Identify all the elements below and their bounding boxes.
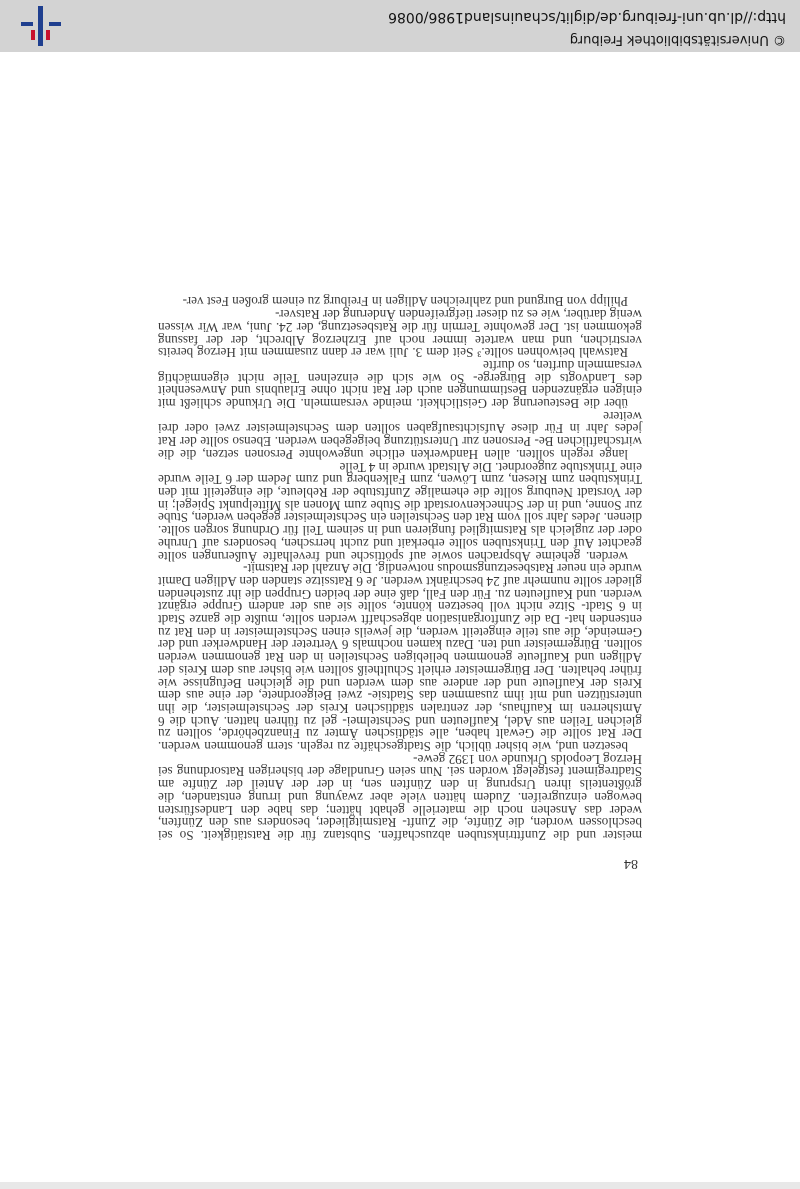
paragraph: meister und die Zunfttrinkstuben abzuschaffen. Substanz für die Ratstätigkeit. So sei beschlossen worden, die Zünfte, die Zunft- Ratsmitglieder, besonders aus den Zünften, weder das Ansehen noch die materielle gehabt hätten; das habe den Landesfürsten bewogen einzugreifen. Zudem hätten viele aber zwayung und irrung entstanden, die größtenteils ihren Ursprung in den Zünften sen, in der der Anteil der Zünfte am Stadtregiment festgelegt worden sei. Nun seien Grundlage der bisherigen Ratsordnung sei Herzog Leopolds Urkunde von 1392 gewe- <box>158 751 642 843</box>
paragraph: über die Besteuerung der Geistlichkeit. meinde versammeln. Die Urkunde schließt mit einigen ergänzenden Bestimmungen auch der Rat nicht ohne Erlaubnis und Anwesenheit des Landvogts die Bürgerge- So wie sich die einzelnen Teile nicht eigenmächtig versammeln durften, so durfte <box>158 357 642 412</box>
paragraph: Ratswahl beiwohnen sollte.³ Seit dem 3. Juli war er dann zusammen mit Herzog bereits verstrichen, und man wartete immer noch auf Erzherzog Albrecht, der der fassung gekommen ist. Der gewohnte Termin für die Ratsbesetzung, der 24. Juni, war Wir wissen wenig darüber, wie es zu dieser tiefgreifenden Änderung der Ratsver- <box>158 307 642 361</box>
paragraph: Philipp von Burgund und zahlreichen Adligen in Freiburg zu einem großen Fest ver- <box>182 294 628 310</box>
paragraph: besetzen und, wie bisher üblich, die Stadtgeschäfte zu regeln. stern genommen werden. Der Rat sollte die Gewalt haben, alle städtischen Ämter zu Finanzbehörde, sollten zu gleichen Teilen aus Adel, Kaufleuten und Sechstelmei- gel zu führen hatten. Auch die 6 Amtsherren im Kaufhaus, der zentralen städtischen Kreis der Sechstelmeister, die ihn unterstützen und mit ihm zusammen das Stadtsie- zwei Beigeordnete, der eine aus dem Kreis der Kaufleute und der andere aus dem werden und die gleichen Befugnisse wie früher behalten. Der Bürgermeister erhielt Schultheiß sollten wie bisher aus dem Kreis der Adligen und Kaufleute genommen beliebigen Sechsteilen in den Rat genommen werden sollten. Bürgermeister und ten. Dazu kamen nochmals 6 Vertreter der Handwerker und der Gemeinde, die aus teile eingeteilt werden, die jeweils einen Sechstelmeister in den Rat zu entsenden hat- Da die Zunftorganisation abgeschafft werden sollte, mußte die ganze Stadt in 6 Stadt- Sitze nicht voll besetzen könnte, sollte sie aus der andern Gruppe ergänzt werden. und Kaufleuten zu. Für den Fall, daß eine der beiden Gruppen die ihr zustehenden glieder sollte nunmehr auf 24 beschränkt werden. Je 6 Ratssitze standen den Adligen Damit wurde ein neuer Ratsbesetzungsmodus notwendig. Die Anzahl der Ratsmit- <box>158 561 642 755</box>
copyright-notice: © Universitätsbibliothek Freiburg <box>569 32 786 47</box>
library-footer-bar <box>0 0 800 52</box>
ub-freiburg-logo-icon <box>18 4 64 48</box>
page-number: 84 <box>624 856 638 871</box>
paragraph: lange regeln sollten. allen Handwerken etliche ungewohnte Personen setzen, die die wirtschaftlichen Be- Personen zur Unterstützung beigegeben werden. Ebenso sollte der Rat jedes Jahr in Für diese Aufsichtsaufgaben sollten dem Sechstelmeister zwei oder drei weitere <box>158 408 642 462</box>
paragraph: werden. geheime Absprachen sowie auf spöttische und frevelhafte Äußerungen sollte geachtet Auf den Trinkstuben sollte erberkait und zucht herrschen, besonders auf Unruhe oder der zugleich als Ratsmitglied fungieren und in seinem Teil für Ordnung sorgen sollte. dienen. Jedes Jahr soll vom Rat den Sechsteilen ein Sechstelmeister gegeben werden, Stube zur Sonne, und in der Schneckenvorstadt die Stube zum Monen als Mittelpunkt Spiegel; in der Vorstadt Neuburg sollte die ehemalige Zunftstube der Rebleute, die eingeteilt mit den Trinkstuben zum Riesen, zum Löwen, zum Falkenberg und zum Jedem der 6 Teile wurde eine Trinkstube zugeordnet. Die Altstadt wurde in 4 Teile <box>158 459 642 564</box>
page-edge-strip <box>0 1182 800 1189</box>
source-url[interactable]: http://dl.ub.uni-freiburg.de/diglit/schauinsland1986/0086 <box>388 9 786 25</box>
body-text <box>158 295 642 841</box>
